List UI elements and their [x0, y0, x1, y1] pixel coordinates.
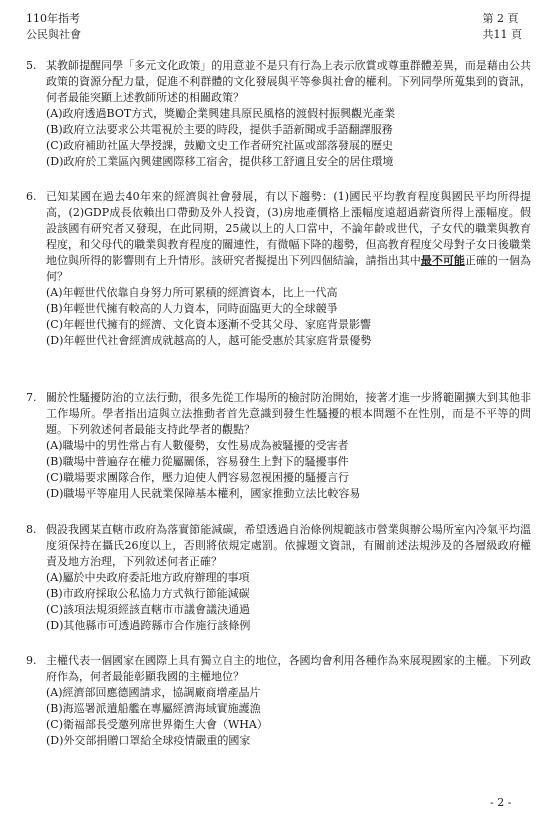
question-7 [26, 390, 531, 502]
option-d: (D)外交部捐贈口罩給全球疫情嚴重的國家 [46, 734, 251, 747]
stem-text-after: 正確的一個為何？ [46, 254, 532, 283]
option-c: (C)年輕世代擁有的經濟、文化資本逐漸不受其父母、家庭背景影響 [46, 318, 371, 331]
question-stem [46, 189, 531, 285]
header-left [26, 11, 81, 43]
option-a: (A)年輕世代依靠自身努力所可累積的經濟資本，比上一代高 [46, 286, 338, 299]
option-c: (C)衛福部長受邀列席世界衛生大會（WHA） [46, 718, 268, 731]
option-b: (B)職場中普遍存在權力從屬關係，容易發生上對下的騷擾事件 [46, 455, 349, 468]
option-c: (C)職場要求團隊合作，壓力迫使人們容易忽視困擾的騷擾言行 [46, 471, 349, 484]
option-d: (D)政府於工業區內興建國際移工宿舍，提供移工舒適且安全的居住環境 [46, 155, 394, 168]
total-pages: 共11 頁 [482, 28, 522, 41]
option-d: (D)職場平等雇用人民就業保障基本權利，國家推動立法比較容易 [46, 487, 361, 500]
question-number: 5. [26, 59, 37, 72]
page-number: - 2 - [490, 796, 512, 809]
question-5 [26, 58, 531, 170]
option-a: (A)屬於中央政府委託地方政府辦理的事項 [46, 571, 250, 584]
option-a: (A)經濟部回應德國請求，協調廠商增產晶片 [46, 686, 261, 699]
option-c: (C)政府補助社區大學授課，鼓勵文史工作者研究社區或部落發展的歷史 [46, 139, 393, 152]
question-number: 8. [26, 523, 37, 536]
page-indicator: 第 2 頁 [482, 12, 519, 25]
option-d: (D)其他縣市可透過跨縣市合作施行該條例 [46, 619, 251, 632]
option-b: (B)海巡署派遣船艦在專屬經濟海域實施護漁 [46, 702, 261, 715]
exam-title: 110年指考 [26, 12, 80, 25]
header-right [483, 11, 523, 43]
question-9 [26, 653, 531, 749]
question-number: 7. [26, 391, 37, 404]
question-8 [26, 522, 531, 634]
question-stem: 某教師提醒同學「多元文化政策」的用意並不是只有行為上表示欣賞或尊重群體差異，而是藉由公共政策的資源分配力量，促進不利群體的文化發展與平等參與社會的權利。下列同學所蒐集到的資訊，何者最能突顯上述教師所述的相關政策？ [46, 59, 531, 104]
option-c: (C)該項法規須經該直轄市市議會議決通過 [46, 603, 250, 616]
question-stem: 主權代表一個國家在國際上具有獨立自主的地位，各國均會利用各種作為來展現國家的主權。下列政府作為，何者最能彰顯我國的主權地位？ [46, 654, 531, 683]
option-b: (B)政府立法要求公共電視於主要的時段，提供手語新聞或手語翻譯服務 [46, 123, 393, 136]
option-d: (D)年輕世代社會經濟成就越高的人，越可能受惠於其家庭背景優勢 [46, 334, 372, 347]
stem-text-before: 已知某國在過去40年來的經濟與社會發展，有以下趨勢：(1)國民平均教育程度與國民平均所得提高，(2)GDP成長依賴出口帶動及外人投資，(3)房地產價格上漲幅度遠超過薪資所得上漲幅度。假設該國有研究者又發現，在此同期，25歲以上的人口當中，不論年齡或世代，子女代的職業與教育程度，和父母代的職業與教育程度的關連性，有微幅下降的趨勢，但高教育程度父母對子女日後職業地位與所得的影響則有上升情形。該研究者擬提出下列四個結論，請指出其中 [46, 190, 531, 267]
question-number: 9. [26, 654, 37, 667]
option-b: (B)年輕世代擁有較高的人力資本，同時面臨更大的全球競爭 [46, 302, 338, 315]
option-a: (A)政府透過BOT方式，獎勵企業興建具原民風格的渡假村振興觀光產業 [46, 107, 396, 120]
question-number: 6. [26, 190, 37, 203]
question-stem: 假設我國某直轄市政府為落實節能減碳，希望透過自治條例規範該市營業與辦公場所室內冷氣平均溫度須保持在攝氏26度以上，否則將依規定處罰。依據題文資訊，有關前述法規涉及的各層級政府權責及地方治理，下列敘述何者正確？ [46, 523, 531, 568]
option-a: (A)職場中的男性常占有人數優勢，女性易成為被騷擾的受害者 [46, 439, 349, 452]
question-6 [26, 189, 531, 349]
option-b: (B)市政府採取公私協力方式執行節能減碳 [46, 587, 250, 600]
question-stem: 關於性騷擾防治的立法行動，很多先從工作場所的檢討防治開始，接著才進一步將範圍擴大到其他非工作場所。學者指出這與立法推動者首先意識到發生性騷擾的根本問題不在性別，而是不平等的問題。下列敘述何者最能支持此學者的觀點？ [46, 391, 531, 436]
subject-name: 公民與社會 [26, 28, 81, 41]
stem-emphasis: 最不可能 [420, 254, 465, 267]
